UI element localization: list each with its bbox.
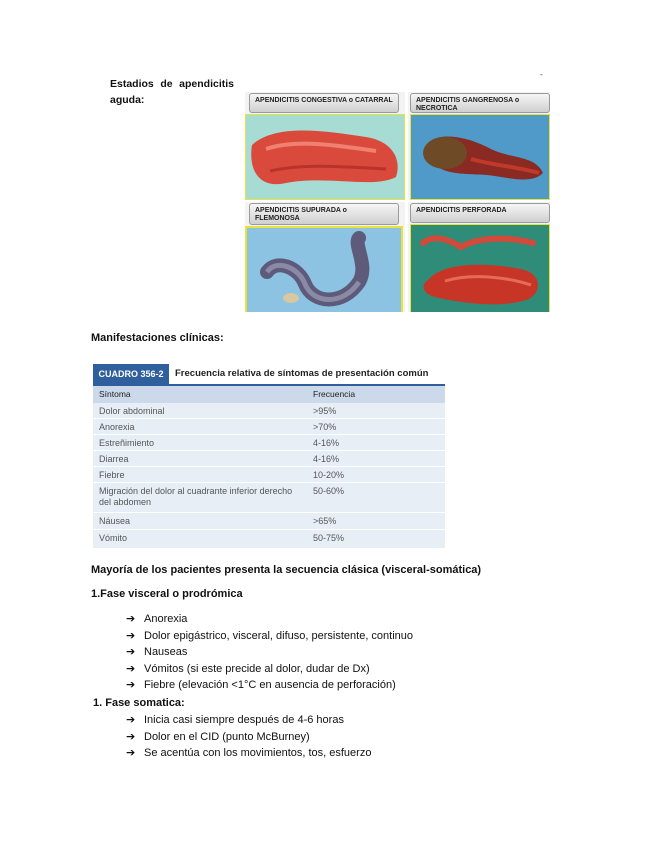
fase-somatica-heading: 1. Fase somatica:	[93, 697, 185, 709]
mayoria-heading: Mayoría de los pacientes presenta la secuencia clásica (visceral-somática)	[91, 564, 482, 576]
cell-sintoma: Vómito	[99, 533, 128, 543]
manifestaciones-heading: Manifestaciones clínicas:	[91, 332, 224, 344]
fase-somatica-list	[126, 712, 371, 762]
table-title: Frecuencia relativa de síntomas de presentación común	[175, 368, 429, 379]
table-row	[93, 435, 445, 451]
cell-sintoma: Anorexia	[99, 422, 135, 432]
panel-perforada	[408, 202, 550, 312]
photo-perforada	[410, 224, 550, 312]
list-item	[126, 729, 371, 746]
table-badge: CUADRO 356-2	[93, 364, 169, 384]
cell-sintoma: Estreñimiento	[99, 438, 155, 448]
frecuencia-table	[93, 362, 445, 548]
arrow-right-icon: ➔	[126, 629, 136, 642]
table-row	[93, 451, 445, 467]
arrow-right-icon: ➔	[126, 613, 136, 625]
list-item-text: Dolor en el CID (punto McBurney)	[144, 730, 310, 743]
caption-gangrenosa: APENDICITIS GANGRENOSA o NECROTICA	[410, 93, 550, 113]
table-row	[93, 467, 445, 483]
list-item	[126, 661, 413, 678]
cell-frecuencia: >65%	[313, 516, 337, 526]
caption-supurada: APENDICITIS SUPURADA o FLEMONOSA	[249, 203, 399, 225]
cell-sintoma: Migración del dolor al cuadrante inferior derecho del abdomen	[99, 486, 293, 507]
estadios-line1: Estadios de apendicitis	[110, 78, 234, 90]
caption-congestiva: APENDICITIS CONGESTIVA o CATARRAL	[249, 93, 399, 113]
list-item	[126, 712, 371, 729]
photo-congestiva	[245, 114, 405, 200]
photo-supurada	[245, 226, 403, 312]
table-row	[93, 419, 445, 435]
cell-frecuencia: 4-16%	[313, 454, 340, 464]
cell-frecuencia: 50-75%	[313, 533, 345, 543]
arrow-right-icon: ➔	[126, 714, 136, 726]
arrow-right-icon: ➔	[126, 730, 136, 743]
table-column-headers	[93, 386, 445, 403]
list-item	[126, 628, 413, 645]
cell-frecuencia: 10-20%	[313, 470, 345, 480]
caption-perforada: APENDICITIS PERFORADA	[410, 203, 550, 223]
table-header	[93, 362, 445, 384]
table-row	[93, 403, 445, 419]
column-sintoma: Síntoma	[99, 389, 131, 399]
cell-frecuencia: >95%	[313, 406, 337, 416]
table-row	[93, 483, 445, 513]
list-item	[126, 644, 413, 661]
panel-gangrenosa	[408, 92, 550, 200]
arrow-right-icon: ➔	[126, 662, 136, 675]
arrow-right-icon: ➔	[126, 747, 136, 760]
column-frecuencia: Frecuencia	[313, 389, 356, 399]
estadios-heading	[110, 76, 234, 108]
estadios-line2: aguda:	[110, 94, 145, 106]
cell-sintoma: Diarrea	[99, 454, 129, 464]
list-item-text: Se acentúa con los movimientos, tos, esfuerzo	[144, 747, 372, 760]
list-item	[126, 611, 413, 628]
fase-visceral-heading: 1.Fase visceral o prodrómica	[91, 588, 243, 600]
stray-mark: -	[540, 70, 543, 79]
cell-frecuencia: 50-60%	[313, 486, 345, 496]
list-item-text: Anorexia	[144, 613, 188, 625]
photo-gangrenosa	[410, 114, 550, 200]
arrow-right-icon: ➔	[126, 646, 136, 659]
cell-frecuencia: >70%	[313, 422, 337, 432]
list-item-text: Fiebre (elevación <1°C en ausencia de perforación)	[144, 679, 396, 692]
cell-sintoma: Náusea	[99, 516, 131, 526]
list-item	[126, 677, 413, 694]
list-item-text: Nauseas	[144, 646, 188, 659]
panel-supurada	[245, 202, 405, 312]
cell-frecuencia: 4-16%	[313, 438, 340, 448]
list-item	[126, 745, 371, 762]
list-item-text: Inicia casi siempre después de 4-6 horas	[144, 714, 344, 726]
fase-visceral-list	[126, 611, 413, 694]
cell-sintoma: Fiebre	[99, 470, 125, 480]
panel-congestiva	[245, 92, 405, 200]
cell-sintoma: Dolor abdominal	[99, 406, 165, 416]
arrow-right-icon: ➔	[126, 679, 136, 692]
table-row	[93, 513, 445, 530]
list-item-text: Dolor epigástrico, visceral, difuso, persistente, continuo	[144, 629, 414, 642]
table-row	[93, 530, 445, 548]
list-item-text: Vómitos (si este precide al dolor, dudar de Dx)	[144, 662, 370, 675]
